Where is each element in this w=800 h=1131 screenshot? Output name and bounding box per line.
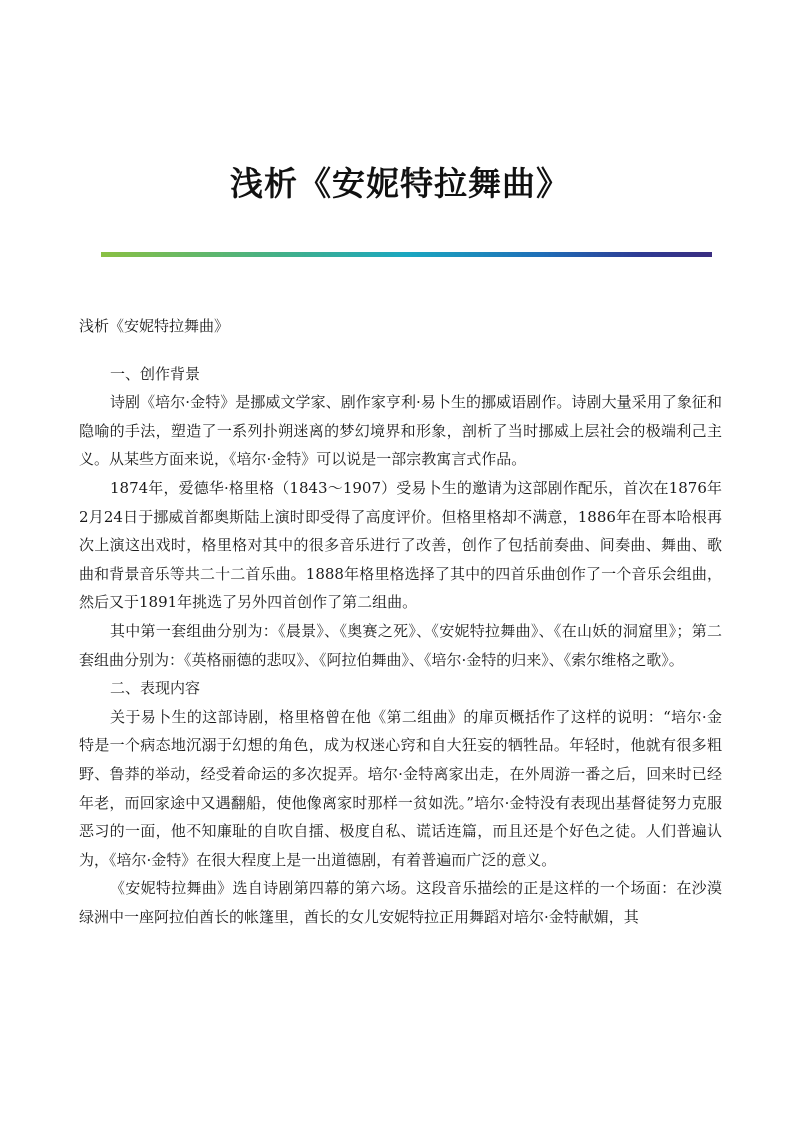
document-body <box>79 312 722 931</box>
document-subtitle: 浅析《安妮特拉舞曲》 <box>79 317 230 335</box>
section-heading: 一、创作背景 <box>110 364 201 383</box>
paragraph: 1874年，爱德华·格里格（1843～1907）受易卜生的邀请为这部剧作配乐，首次在1876年2月24日于挪威首都奥斯陆上演时即受得了高度评价。但格里格却不满意，1886年在哥本哈根再次上演这出戏时，格里格对其中的很多音乐进行了改善，创作了包括前奏曲、间奏曲、舞曲、歌曲和背景音乐等共二十二首乐曲。1888年格里格选择了其中的四首乐曲创作了一个音乐会组曲，然后又于1891年挑选了另外四首创作了第二组曲。 <box>79 478 722 612</box>
paragraph: 诗剧《培尔·金特》是挪威文学家、剧作家亨利·易卜生的挪威语剧作。诗剧大量采用了象征和隐喻的手法，塑造了一系列扑朔迷离的梦幻境界和形象，剖析了当时挪威上层社会的极端利己主义。从某些方面来说，《培尔·金特》可以说是一部宗教寓言式作品。 <box>79 393 722 469</box>
paragraph: 关于易卜生的这部诗剧，格里格曾在他《第二组曲》的扉页概括作了这样的说明：“培尔·金特是一个病态地沉溺于幻想的角色，成为权迷心窍和自大狂妄的牺牲品。年轻时，他就有很多粗野、鲁莽的举动，经受着命运的多次捉弄。培尔·金特离家出走，在外周游一番之后，回来时已经年老，而回家途中又遇翻船，使他像离家时那样一贫如洗。”培尔·金特没有表现出基督徒努力克服恶习的一面，他不知廉耻的自吹自擂、极度自私、谎话连篇，而且还是个好色之徒。人们普遍认为，《培尔·金特》在很大程度上是一出道德剧，有着普遍而广泛的意义。 <box>79 707 722 869</box>
paragraph: 《安妮特拉舞曲》选自诗剧第四幕的第六场。这段音乐描绘的正是这样的一个场面：在沙漠绿洲中一座阿拉伯酋长的帐篷里，酋长的女儿安妮特拉正用舞蹈对培尔·金特献媚，其 <box>79 879 722 926</box>
document-title: 浅析《安妮特拉舞曲》 <box>230 164 570 203</box>
section-heading: 二、表现内容 <box>110 679 201 698</box>
paragraph: 其中第一套组曲分别为：《晨景》、《奥赛之死》、《安妮特拉舞曲》、《在山妖的洞窟里》；第二套组曲分别为：《英格丽德的悲叹》、《阿拉伯舞曲》、《培尔·金特的归来》、《索尔维格之歌》。 <box>79 621 722 669</box>
title-divider <box>101 252 712 257</box>
